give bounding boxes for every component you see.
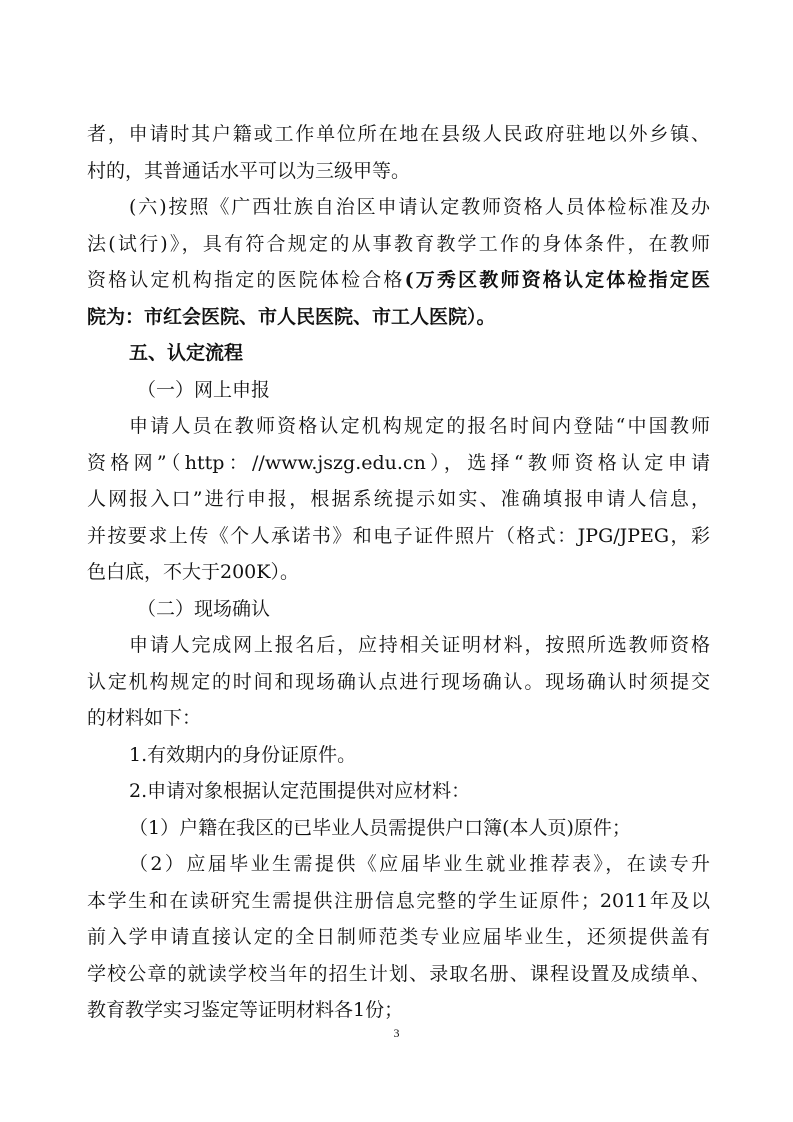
text-line: 申请人员在教师资格认定机构规定的报名时间内登陆“中国教师	[129, 415, 710, 437]
text-line: 本学生和在读研究生需提供注册信息完整的学生证原件；2011年及以	[87, 889, 710, 912]
page-number: 3	[393, 1026, 400, 1040]
text-line: 法(试行)》，具有符合规定的从事教育教学工作的身体条件，在教师	[87, 232, 710, 255]
text-line: （2）应届毕业生需提供《应届毕业生就业推荐表》，在读专升	[129, 853, 710, 875]
text-line: 者，申请时其户籍或工作单位所在地在县级人民政府驻地以外乡镇、	[87, 123, 710, 145]
text-line: 人网报入口”进行申报，根据系统提示如实、准确填报申请人信息，	[87, 488, 710, 510]
text-line: 院为：市红会医院、市人民医院、市工人医院）。	[87, 305, 496, 328]
text-line: 学校公章的就读学校当年的招生计划、录取名册、课程设置及成绩单、	[87, 962, 710, 985]
bold-text-segment: (万秀区教师资格认定体检指定医	[404, 269, 710, 291]
text-segment: 资格认定机构指定的医院体检合格	[87, 269, 405, 291]
text-line: 资格网”（http：//www.jszg.edu.cn），选择“教师资格认定申请	[87, 451, 710, 474]
document-body	[87, 116, 710, 1029]
text-line: (六)按照《广西壮族自治区申请认定教师资格人员体检标准及办	[129, 196, 710, 218]
text-line: （1）户籍在我区的已毕业人员需提供户口簿(本人页)原件；	[129, 816, 631, 839]
text-line: 的材料如下：	[87, 707, 202, 729]
text-line: 教育教学实习鉴定等证明材料各1份；	[87, 999, 404, 1021]
text-line: 色白底，不大于200K）。	[87, 561, 299, 583]
text-line	[87, 262, 710, 299]
text-line: 1.有效期内的身份证原件。	[129, 743, 357, 766]
text-line: 村的，其普通话水平可以为三级甲等。	[87, 159, 411, 182]
text-line: （二）现场确认	[137, 597, 271, 620]
text-line: 并按要求上传《个人承诺书》和电子证件照片（格式：JPG/JPEG，彩	[87, 524, 710, 547]
text-line: 五、认定流程	[129, 342, 244, 364]
text-line: （一）网上申报	[137, 378, 271, 401]
text-line: 认定机构规定的时间和现场确认点进行现场确认。现场确认时须提交	[87, 670, 710, 693]
text-line: 申请人完成网上报名后，应持相关证明材料，按照所选教师资格	[129, 634, 710, 656]
text-line: 前入学申请直接认定的全日制师范类专业应届毕业生，还须提供盖有	[87, 926, 710, 948]
text-line: 2.申请对象根据认定范围提供对应材料：	[129, 780, 471, 802]
